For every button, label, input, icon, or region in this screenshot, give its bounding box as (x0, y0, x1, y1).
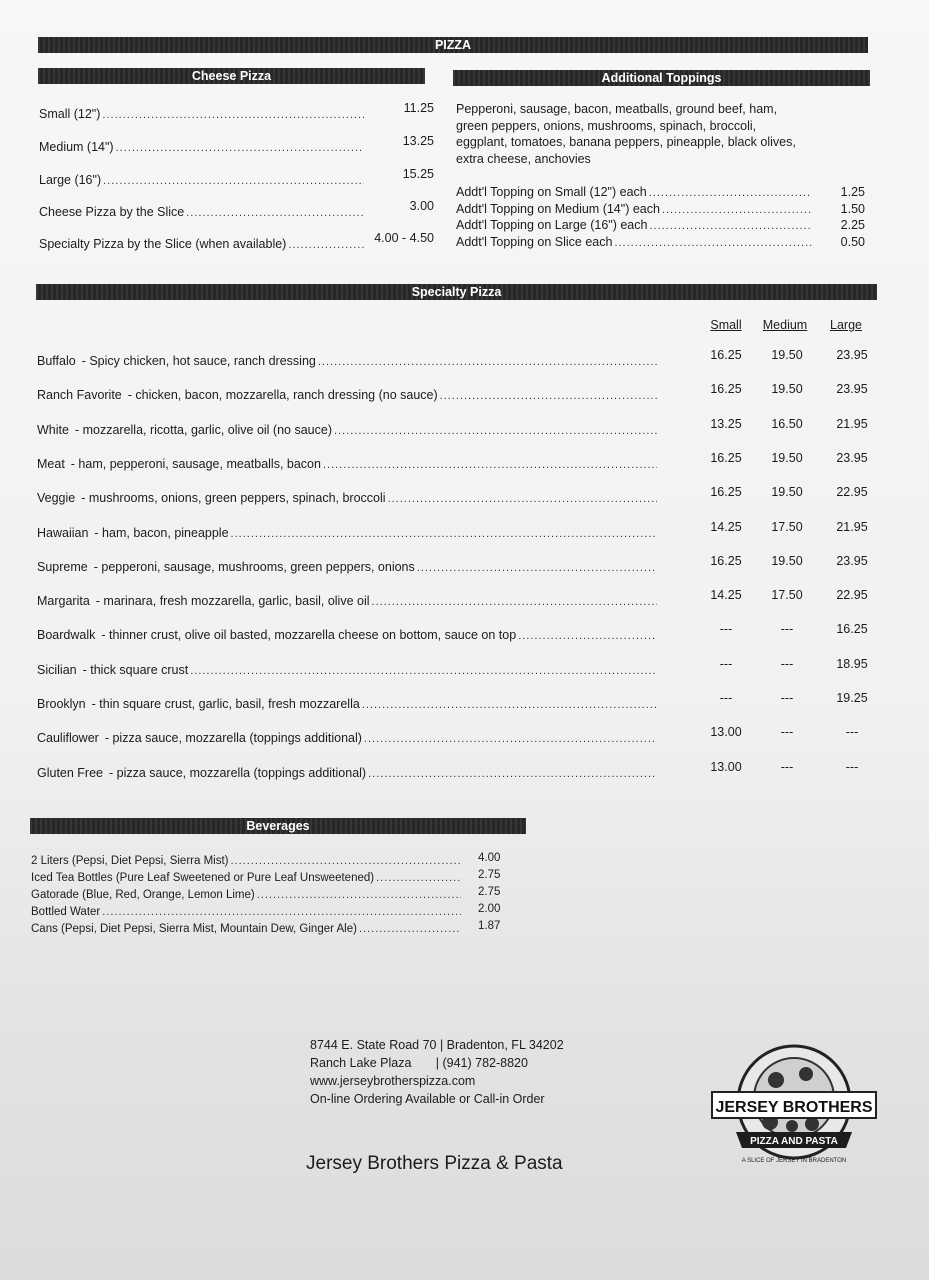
dot-leader (649, 218, 812, 232)
specialty-price-large: --- (845, 725, 859, 740)
topping-price: 1.25 (840, 185, 865, 199)
topping-price-item-label: Addt'l Topping on Small (12") each (456, 185, 647, 199)
cheese-item-price: 3.00 (409, 199, 434, 213)
dot-leader (362, 697, 657, 711)
specialty-item-desc: - marinara, fresh mozzarella, garlic, basil, olive oil (95, 594, 370, 609)
dot-leader (318, 354, 657, 368)
topping-price: 2.25 (840, 218, 865, 232)
dot-leader (364, 731, 657, 745)
column-header-small: Small (710, 318, 742, 332)
beverage-price: 2.00 (478, 903, 501, 915)
specialty-price-large: 23.95 (836, 382, 868, 397)
dot-leader (614, 235, 812, 249)
topping-price-item-label: Addt'l Topping on Medium (14") each (456, 202, 660, 216)
cheese-item-label: Specialty Pizza by the Slice (when available) (39, 237, 287, 251)
dot-leader (103, 173, 364, 187)
specialty-price-medium: 19.50 (771, 553, 803, 568)
cheese-item (39, 173, 364, 187)
svg-text:A SLICE OF JERSEY IN BRADENTON: A SLICE OF JERSEY IN BRADENTON (741, 1158, 847, 1164)
beverage-price: 4.00 (478, 852, 501, 864)
specialty-price-small: --- (719, 622, 733, 637)
specialty-item-desc: - thin square crust, garlic, basil, fresh mozzarella (91, 697, 360, 711)
topping-price-item-label: Addt'l Topping on Slice each (456, 235, 613, 249)
specialty-item-name: Supreme (37, 559, 88, 574)
cheese-item-price: 15.25 (402, 167, 434, 181)
beverage-item-label: Bottled Water (31, 906, 101, 918)
dot-leader (257, 889, 461, 903)
specialty-item-name: Brooklyn (37, 697, 86, 711)
specialty-item-name: Veggie (37, 491, 76, 506)
website-link[interactable]: www.jerseybrotherspizza.com (310, 1074, 476, 1088)
specialty-item-name: Sicilian (37, 662, 77, 677)
cheese-item (39, 205, 364, 219)
specialty-price-medium: 19.50 (771, 485, 803, 500)
dot-leader (649, 185, 812, 199)
specialty-item-desc: - ham, bacon, pineapple (94, 525, 229, 540)
specialty-item (37, 766, 657, 780)
specialty-item-desc: - Spicy chicken, hot sauce, ranch dressing (81, 354, 316, 368)
column-header-medium: Medium (762, 318, 808, 332)
specialty-price-small: 14.25 (710, 519, 742, 534)
beverage-item-label: Iced Tea Bottles (Pure Leaf Sweetened or Pure Leaf Unsweetened) (31, 872, 375, 884)
dot-leader (230, 855, 461, 869)
dot-leader (440, 388, 657, 402)
topping-price-item-label: Addt'l Topping on Large (16") each (456, 218, 648, 232)
address-line: Ranch Lake Plaza | (941) 782-8820 (310, 1056, 528, 1070)
specialty-item-name: Gluten Free (37, 765, 104, 780)
specialty-item-name: Margarita (37, 594, 90, 609)
specialty-item (37, 628, 657, 642)
specialty-price-large: 23.95 (836, 553, 868, 568)
cheese-item (39, 237, 364, 251)
specialty-price-medium: 17.50 (771, 519, 803, 534)
topping-price-item (456, 218, 812, 232)
specialty-price-large: 22.95 (836, 485, 868, 500)
specialty-price-medium: --- (780, 725, 794, 740)
beverage-item (31, 923, 461, 937)
brand-name: Jersey Brothers Pizza & Pasta (306, 1153, 563, 1174)
cheese-item-price: 11.25 (403, 101, 434, 115)
specialty-item (37, 457, 657, 471)
specialty-price-large: 16.25 (836, 622, 868, 637)
specialty-price-medium: 19.50 (771, 450, 803, 465)
dot-leader (372, 594, 657, 608)
cheese-item-label: Small (12") (39, 107, 101, 121)
dot-leader (417, 560, 657, 574)
specialty-price-large: 21.95 (836, 416, 868, 431)
topping-price: 0.50 (840, 235, 865, 249)
dot-leader (518, 628, 657, 642)
cheese-item (39, 107, 364, 121)
beverage-item-label: 2 Liters (Pepsi, Diet Pepsi, Sierra Mist) (31, 855, 229, 867)
beverage-item (31, 906, 461, 920)
svg-text:JERSEY BROTHERS: JERSEY BROTHERS (715, 1099, 873, 1116)
specialty-item-name: White (37, 422, 69, 437)
specialty-price-large: 21.95 (836, 519, 868, 534)
toppings-list-line: Pepperoni, sausage, bacon, meatballs, ground beef, ham, (456, 102, 778, 116)
specialty-item-desc: - mushrooms, onions, green peppers, spinach, broccoli (81, 491, 386, 506)
address-line: On-line Ordering Available or Call-in Order (310, 1092, 545, 1106)
dot-leader (116, 140, 364, 154)
cheese-item-price: 4.00 - 4.50 (374, 231, 434, 245)
specialty-price-medium: 16.50 (771, 416, 803, 431)
store-address (310, 1036, 564, 1108)
beverage-price: 2.75 (478, 869, 501, 881)
cheese-item-label: Cheese Pizza by the Slice (39, 205, 185, 219)
specialty-price-medium: --- (780, 622, 794, 637)
specialty-item-desc: - pizza sauce, mozzarella (toppings additional) (104, 731, 362, 746)
toppings-list-line: extra cheese, anchovies (456, 151, 591, 166)
specialty-price-medium: --- (780, 656, 794, 671)
beverage-item (31, 889, 461, 903)
svg-text:PIZZA AND PASTA: PIZZA AND PASTA (750, 1136, 838, 1147)
specialty-price-medium: 19.50 (771, 382, 803, 397)
specialty-price-medium: 17.50 (771, 588, 803, 603)
beverage-item (31, 872, 461, 886)
dot-leader (190, 663, 657, 677)
column-header-large: Large (830, 318, 862, 332)
beverages-header: Beverages (30, 818, 526, 834)
toppings-list-line: eggplant, tomatoes, banana peppers, pineapple, black olives, (456, 135, 796, 149)
beverage-price: 1.87 (478, 920, 501, 932)
specialty-price-small: 14.25 (710, 588, 742, 603)
specialty-item (37, 594, 657, 608)
toppings-list (456, 101, 856, 167)
dot-leader (388, 491, 657, 505)
specialty-price-large: 23.95 (836, 450, 868, 465)
dot-leader (376, 872, 461, 886)
specialty-item (37, 731, 657, 745)
cheese-pizza-header: Cheese Pizza (38, 68, 425, 84)
additional-toppings-header: Additional Toppings (453, 70, 870, 86)
dot-leader (288, 237, 364, 251)
specialty-item (37, 663, 657, 677)
pizza-logo-icon (706, 1032, 882, 1172)
specialty-price-small: --- (719, 656, 733, 671)
specialty-item (37, 560, 657, 574)
cheese-item-price: 13.25 (402, 134, 434, 148)
specialty-price-small: 16.25 (710, 348, 742, 362)
specialty-item-name: Buffalo (37, 354, 76, 368)
specialty-price-small: 13.25 (710, 416, 742, 431)
specialty-item-desc: - thinner crust, olive oil basted, mozzarella cheese on bottom, sauce on top (101, 628, 517, 643)
specialty-item (37, 491, 657, 505)
specialty-price-large: --- (845, 759, 859, 774)
dot-leader (102, 107, 364, 121)
specialty-item (37, 423, 657, 437)
topping-price: 1.50 (840, 202, 865, 216)
specialty-item-name: Hawaiian (37, 525, 89, 540)
specialty-price-small: 16.25 (710, 485, 742, 500)
cheese-item-label: Large (16") (39, 173, 102, 187)
dot-leader (231, 526, 657, 540)
specialty-item-desc: - thick square crust (82, 662, 189, 677)
cheese-item (39, 140, 364, 154)
beverage-price: 2.75 (478, 886, 501, 898)
specialty-price-small: 13.00 (710, 725, 742, 740)
specialty-item-desc: - pizza sauce, mozzarella (toppings additional) (109, 765, 367, 780)
specialty-item-name: Boardwalk (37, 628, 96, 643)
specialty-price-medium: --- (780, 759, 794, 774)
beverage-item-label: Cans (Pepsi, Diet Pepsi, Sierra Mist, Mountain Dew, Ginger Ale) (31, 923, 357, 935)
toppings-list-line: green peppers, onions, mushrooms, spinach, broccoli, (456, 118, 757, 133)
dot-leader (323, 457, 657, 471)
specialty-price-large: 19.25 (836, 691, 868, 705)
specialty-item-name: Cauliflower (37, 731, 99, 746)
specialty-price-small: 13.00 (710, 759, 742, 774)
beverage-item (31, 855, 461, 869)
topping-price-item (456, 235, 812, 249)
cheese-item-label: Medium (14") (39, 140, 114, 154)
address-line: 8744 E. State Road 70 | Bradenton, FL 34202 (310, 1038, 564, 1052)
specialty-price-large: 22.95 (836, 588, 868, 603)
specialty-price-small: --- (719, 691, 733, 705)
dot-leader (186, 205, 364, 219)
jersey-brothers-logo (706, 1032, 882, 1172)
dot-leader (102, 906, 461, 920)
specialty-item-desc: - ham, pepperoni, sausage, meatballs, bacon (70, 456, 321, 471)
pizza-section-header: PIZZA (38, 37, 868, 53)
dot-leader (368, 766, 657, 780)
specialty-price-large: 23.95 (836, 348, 868, 362)
specialty-price-small: 16.25 (710, 450, 742, 465)
specialty-item-desc: - pepperoni, sausage, mushrooms, green peppers, onions (93, 559, 415, 574)
specialty-pizza-header: Specialty Pizza (36, 284, 877, 300)
dot-leader (359, 923, 461, 937)
topping-price-item (456, 185, 812, 199)
specialty-item (37, 354, 657, 368)
specialty-price-medium: --- (780, 691, 794, 705)
specialty-price-small: 16.25 (710, 382, 742, 397)
dot-leader (334, 423, 657, 437)
specialty-item (37, 526, 657, 540)
specialty-price-large: 18.95 (836, 656, 868, 671)
specialty-item (37, 697, 657, 711)
beverage-item-label: Gatorade (Blue, Red, Orange, Lemon Lime) (31, 889, 255, 901)
specialty-item (37, 388, 657, 402)
specialty-item-desc: - chicken, bacon, mozzarella, ranch dressing (no sauce) (127, 388, 438, 403)
topping-price-item (456, 202, 812, 216)
specialty-item-name: Ranch Favorite (37, 388, 122, 403)
specialty-price-medium: 19.50 (771, 348, 803, 362)
specialty-item-name: Meat (37, 456, 65, 471)
specialty-item-desc: - mozzarella, ricotta, garlic, olive oil (no sauce) (74, 422, 332, 437)
dot-leader (662, 202, 812, 216)
specialty-price-small: 16.25 (710, 553, 742, 568)
